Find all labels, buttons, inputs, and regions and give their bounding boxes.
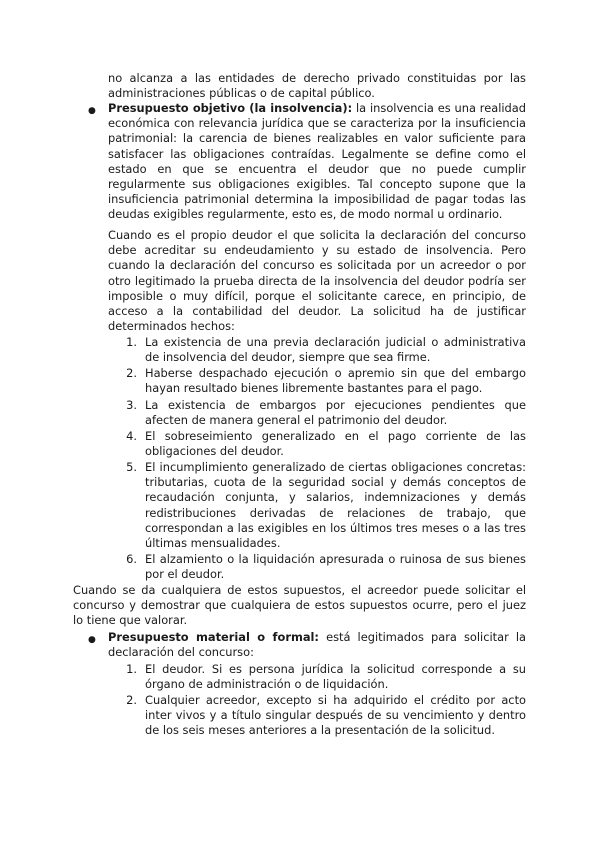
material-heading: Presupuesto material o formal: xyxy=(108,630,319,644)
objetivo-item-2: Haberse despachado ejecución o apremio sin que del embargo hayan resultado bienes libremente bastantes para el pago. xyxy=(145,366,526,396)
objetivo-paragraph-2: Cuando es el propio deudor el que solicita la declaración del concurso debe acreditar su endeudamiento y su estado de insolvencia. Pero cuando la declaración del concurso es solicitada por un acreedor o por otro legitimado la prueba directa de la insolvencia del deudor podría ser imposible o muy difícil, porque el solicitante carece, en principio, de acceso a la contabilidad del deudor. La solicitud ha de justificar determinados hechos: xyxy=(108,228,526,334)
objetivo-paragraph xyxy=(108,101,526,223)
material-item-2-number: 2. xyxy=(126,693,137,707)
objetivo-item-5: El incumplimiento generalizado de ciertas obligaciones concretas: tributarias, cuota de la seguridad social y demás conceptos de recaudación conjunta, y salarios, indemnizaciones y demás redistribuciones derivadas de relaciones de trabajo, que correspondan a las exigibles en los últimos tres meses o a las tres últimas mensualidades. xyxy=(145,460,526,551)
material-text: está legitimados para solicitar la declaración del concurso: xyxy=(108,630,526,660)
intro-continuation-paragraph: no alcanza a las entidades de derecho privado constituidas por las administraciones públicas o de capital público. xyxy=(108,71,526,101)
material-item-1: El deudor. Si es persona jurídica la solicitud corresponde a su órgano de administración o de liquidación. xyxy=(145,662,526,692)
objetivo-item-1-number: 1. xyxy=(126,335,137,349)
material-paragraph xyxy=(108,630,526,660)
objetivo-item-5-number: 5. xyxy=(126,460,137,474)
closing-paragraph: Cuando se da cualquiera de estos supuestos, el acreedor puede solicitar el concurso y demostrar que cualquiera de estos supuestos ocurre, pero el juez lo tiene que valorar. xyxy=(73,583,526,628)
material-item-2: Cualquier acreedor, excepto si ha adquirido el crédito por acto inter vivos y a título singular después de su vencimiento y dentro de los seis meses anteriores a la presentación de la solicitud. xyxy=(145,693,526,738)
objetivo-item-4: El sobreseimiento generalizado en el pago corriente de las obligaciones del deudor. xyxy=(145,429,526,459)
objetivo-item-2-number: 2. xyxy=(126,366,137,380)
objetivo-text: la insolvencia es una realidad económica con relevancia jurídica que se caracteriza por la insuficiencia patrimonial: la carencia de bienes realizables en valor suficiente para satisfacer las obligaciones contraídas. Legalmente se define como el estado en que se encuentra el deudor que no puede cumplir regularmente sus obligaciones exigibles. Tal concepto supone que la insuficiencia patrimonial determina la imposibilidad de pagar todas las deudas exigibles regularmente, esto es, de modo normal u ordinario. xyxy=(108,101,526,222)
bullet-objetivo-icon: ● xyxy=(88,106,96,116)
objetivo-heading: Presupuesto objetivo (la insolvencia): xyxy=(108,101,353,115)
objetivo-item-3-number: 3. xyxy=(126,398,137,412)
objetivo-item-1: La existencia de una previa declaración judicial o administrativa de insolvencia del deudor, siempre que sea firme. xyxy=(145,335,526,365)
bullet-material-icon: ● xyxy=(88,635,96,645)
objetivo-item-4-number: 4. xyxy=(126,429,137,443)
material-item-1-number: 1. xyxy=(126,662,137,676)
objetivo-item-6-number: 6. xyxy=(126,552,137,566)
objetivo-item-6: El alzamiento o la liquidación apresurada o ruinosa de sus bienes por el deudor. xyxy=(145,552,526,582)
objetivo-item-3: La existencia de embargos por ejecuciones pendientes que afecten de manera general el patrimonio del deudor. xyxy=(145,398,526,428)
